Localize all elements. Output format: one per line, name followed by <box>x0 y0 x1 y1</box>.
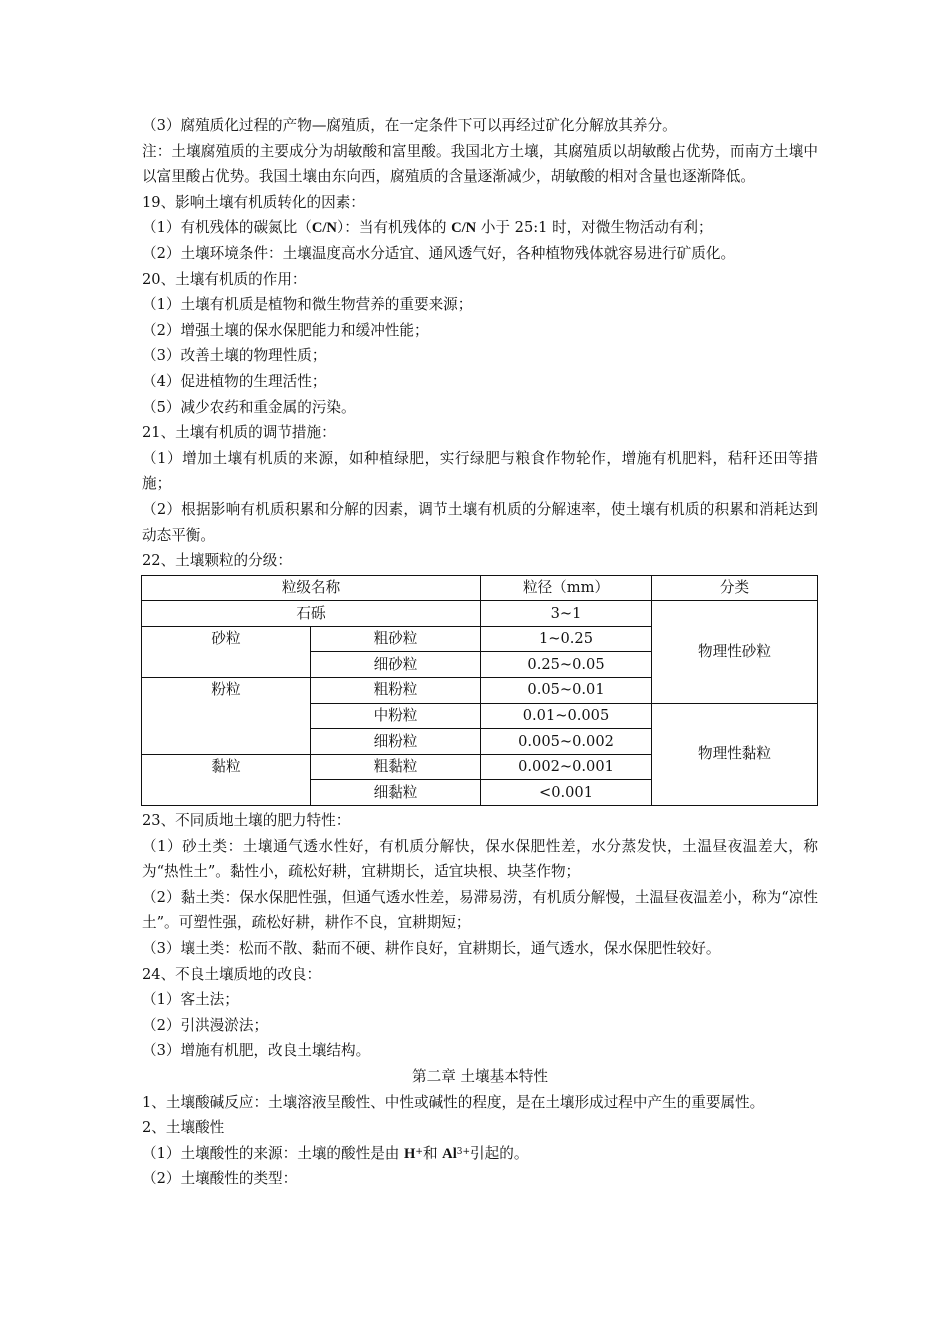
section-heading-20: 20、土壤有机质的作用： <box>142 270 307 288</box>
document-page <box>142 113 818 1192</box>
list-item: （1）土壤有机质是植物和微生物营养的重要来源； <box>142 296 473 314</box>
section-heading-23: 23、不同质地土壤的肥力特性： <box>142 812 351 830</box>
paragraph-cn-ratio: （1）有机残体的碳氮比（C/N）：当有机残体的 C/N 小于 25:1 时，对微生物活动有利； <box>142 219 713 237</box>
list-item: （3）增施有机肥，改良土壤结构。 <box>142 1042 371 1060</box>
table-header: 粒径（mm） <box>481 575 652 601</box>
list-item: （4）促进植物的生理活性； <box>142 372 327 390</box>
table-cell: 砂粒 <box>142 626 311 677</box>
table-cell: 1~0.25 <box>481 626 652 652</box>
table-row <box>142 601 818 627</box>
list-item-acidity-source: （1）土壤酸性的来源：土壤的酸性是由 H+和 $Al^{3+}$引起的。 <box>142 1144 529 1162</box>
table-cell: 0.005~0.002 <box>481 729 652 755</box>
note-paragraph: 注：土壤腐殖质的主要成分为胡敏酸和富里酸。我国北方土壤，其腐殖质以胡敏酸占优势，而南方土壤中以富里酸占优势。我国土壤由东向西，腐殖质的含量逐渐减少，胡敏酸的相对含量也逐渐降低。 <box>142 142 818 186</box>
paragraph: （2）土壤环境条件：土壤温度高水分适宜、通风透气好，各种植物残体就容易进行矿质化。 <box>142 244 736 262</box>
list-item: （1）砂土类：土壤通气透水性好，有机质分解快，保水保肥性差，水分蒸发快，土温昼夜温差大，称为“热性土”。黏性小，疏松好耕，宜耕期长，适宜块根、块茎作物； <box>142 837 818 881</box>
table-header: 粒级名称 <box>142 575 481 601</box>
table-cell: 粗粉粒 <box>311 678 481 704</box>
section-heading-21: 21、土壤有机质的调节措施： <box>142 424 336 442</box>
table-cell: 3~1 <box>481 601 652 627</box>
list-item: （2）增强土壤的保水保肥能力和缓冲性能； <box>142 321 429 339</box>
paragraph: （3）腐殖质化过程的产物—腐殖质，在一定条件下可以再经过矿化分解放其养分。 <box>142 117 677 134</box>
list-item: （1）客土法； <box>142 991 239 1009</box>
list-item: （2）土壤酸性的类型： <box>142 1170 298 1188</box>
table-cell: <0.001 <box>481 780 652 806</box>
table-cell: 0.01~0.005 <box>481 703 652 729</box>
table-header-row <box>142 575 818 601</box>
list-item: （2）黏土类：保水保肥性强，但通气透水性差，易滞易涝，有机质分解慢，土温昼夜温差小，称为“凉性土”。可塑性强，疏松好耕，耕作不良，宜耕期短； <box>142 888 818 932</box>
table-cell: 粉粒 <box>142 678 311 755</box>
list-item: （2）根据影响有机质积累和分解的因素，调节土壤有机质的分解速率，使土壤有机质的积累和消耗达到动态平衡。 <box>142 500 818 544</box>
chapter-title: 第二章 土壤基本特性 <box>412 1067 548 1085</box>
table-cell: 中粉粒 <box>311 703 481 729</box>
table-header: 分类 <box>652 575 818 601</box>
table-cell: 物理性黏粒 <box>652 703 818 805</box>
table-cell: 0.25~0.05 <box>481 652 652 678</box>
table-cell: 细粉粒 <box>311 729 481 755</box>
table-cell: 0.05~0.01 <box>481 678 652 704</box>
table-cell: 黏粒 <box>142 754 311 805</box>
list-item: （1）增加土壤有机质的来源，如种植绿肥，实行绿肥与粮食作物轮作，增施有机肥料，秸秆还田等措施； <box>142 449 818 493</box>
paragraph: 1、土壤酸碱反应：土壤溶液呈酸性、中性或碱性的程度，是在土壤形成过程中产生的重要属性。 <box>142 1093 765 1111</box>
table-cell: 粗砂粒 <box>311 626 481 652</box>
section-heading-19: 19、影响土壤有机质转化的因素： <box>142 193 365 211</box>
list-item: （3）壤土类：松而不散、黏而不硬、耕作良好，宜耕期长，通气透水，保水保肥性较好。 <box>142 940 721 957</box>
table-cell: 石砾 <box>142 601 481 627</box>
table-cell: 细砂粒 <box>311 652 481 678</box>
list-item: （5）减少农药和重金属的污染。 <box>142 398 356 416</box>
section-heading-2: 2、土壤酸性 <box>142 1119 225 1137</box>
table-cell: 物理性砂粒 <box>652 601 818 703</box>
table-cell: 细黏粒 <box>311 780 481 806</box>
section-heading-22: 22、土壤颗粒的分级： <box>142 552 292 570</box>
table-cell: 0.002~0.001 <box>481 754 652 780</box>
list-item: （2）引洪漫淤法； <box>142 1016 269 1034</box>
section-heading-24: 24、不良土壤质地的改良： <box>142 965 322 983</box>
table-cell: 粗黏粒 <box>311 754 481 780</box>
list-item: （3）改善土壤的物理性质； <box>142 347 327 365</box>
particle-grade-table <box>141 575 818 806</box>
